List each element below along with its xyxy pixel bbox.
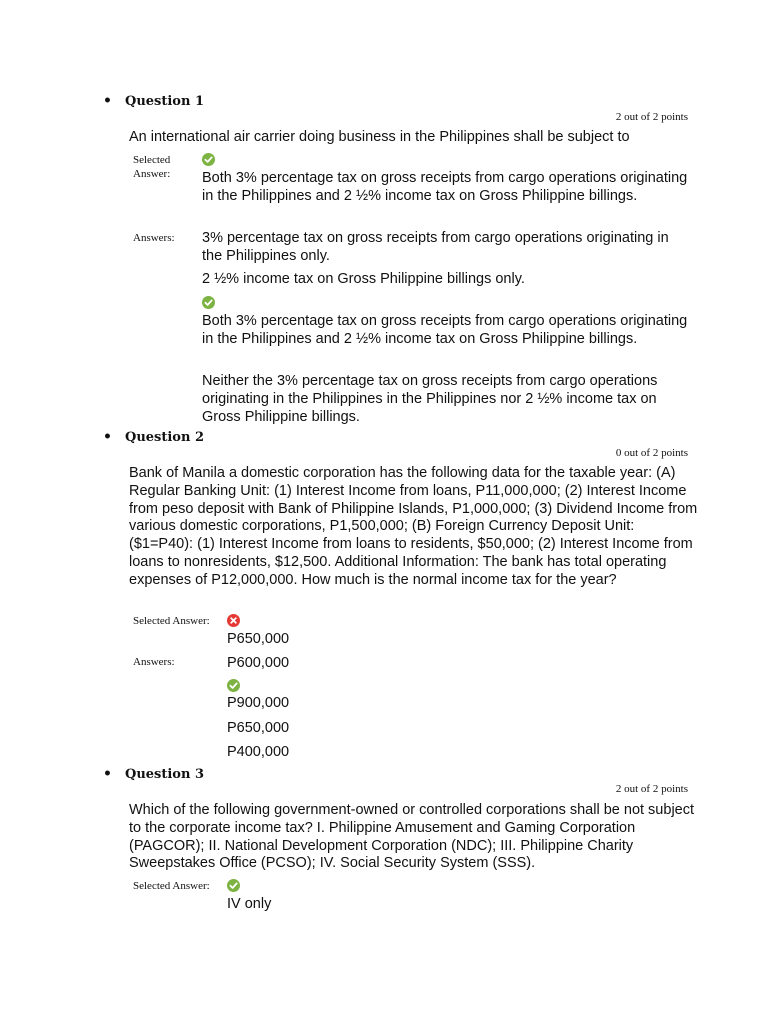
question-2-selected-answer: P650,000	[227, 631, 290, 647]
bullet: •	[103, 766, 112, 782]
question-2-heading	[103, 429, 204, 445]
question-1-title: Question 1	[125, 94, 205, 109]
question-2-answer-3: P650,000	[227, 720, 290, 736]
question-1-answer-1: 3% percentage tax on gross receipts from cargo operations originating in the Philippines only.	[202, 230, 669, 264]
question-1-answers-label: Answers:	[133, 232, 175, 244]
check-circle-icon	[227, 679, 240, 692]
question-1-prompt: An international air carrier doing business in the Philippines shall be subject to	[129, 129, 630, 145]
question-3-selected-label: Selected Answer:	[133, 880, 210, 892]
question-2-answers-label: Answers:	[133, 656, 175, 668]
check-circle-icon	[227, 879, 240, 892]
question-1-heading	[103, 93, 204, 109]
question-1-selected-label: Selected Answer:	[133, 154, 171, 180]
question-2-answer-2: P900,000	[227, 695, 290, 711]
question-3-prompt: Which of the following government-owned or controlled corporations shall be not subject to the corporate income tax? I. Philippine Amusement and Gaming Corporation (PAGCOR); II. National Development Corporation (NDC); III. Philippine Charity Sweepstakes Office (PCSO); IV. Social Security System (SSS).	[129, 802, 695, 872]
question-3-heading	[103, 766, 204, 782]
question-1-answer-4: Neither the 3% percentage tax on gross receipts from cargo operations originating in the Philippines in the Philippines nor 2 ½% income tax on Gross Philippine billings.	[202, 373, 658, 425]
question-2-answer-4: P400,000	[227, 744, 290, 760]
question-2-answer-1: P600,000	[227, 655, 290, 671]
question-2-points: 0 out of 2 points	[615, 447, 688, 459]
question-3-points: 2 out of 2 points	[615, 783, 688, 795]
check-circle-icon	[202, 153, 215, 166]
question-2-selected-label: Selected Answer:	[133, 615, 210, 627]
bullet: •	[103, 93, 112, 109]
x-circle-icon	[227, 614, 240, 627]
question-2-prompt: Bank of Manila a domestic corporation has the following data for the taxable year: (A) Regular Banking Unit: (1) Interest Income from loans, P11,000,000; (2) Interest Income from peso deposit with Bank of Philippine Islands, P1,000,000; (3) Dividend Income from various domestic corporations, P1,500,000; (B) Foreign Currency Deposit Unit: ($1=P40): (1) Interest Income from loans to residents, $50,000; (2) Interest Income from loans to nonresidents, $12,500. Additional Information: The bank has total operating expenses of P12,000,000. How much is the normal income tax for the year?	[129, 465, 698, 588]
question-1-answer-2: 2 ½% income tax on Gross Philippine billings only.	[202, 271, 525, 287]
question-3-title: Question 3	[125, 767, 205, 782]
question-1-selected-answer: Both 3% percentage tax on gross receipts from cargo operations originating in the Philippines and 2 ½% income tax on Gross Philippine billings.	[202, 170, 688, 204]
check-circle-icon	[202, 296, 215, 309]
question-2-title: Question 2	[125, 430, 205, 445]
question-1-points: 2 out of 2 points	[615, 111, 688, 123]
question-1-answer-3: Both 3% percentage tax on gross receipts from cargo operations originating in the Philippines and 2 ½% income tax on Gross Philippine billings.	[202, 313, 688, 347]
bullet: •	[103, 429, 112, 445]
question-3-selected-answer: IV only	[227, 896, 272, 912]
